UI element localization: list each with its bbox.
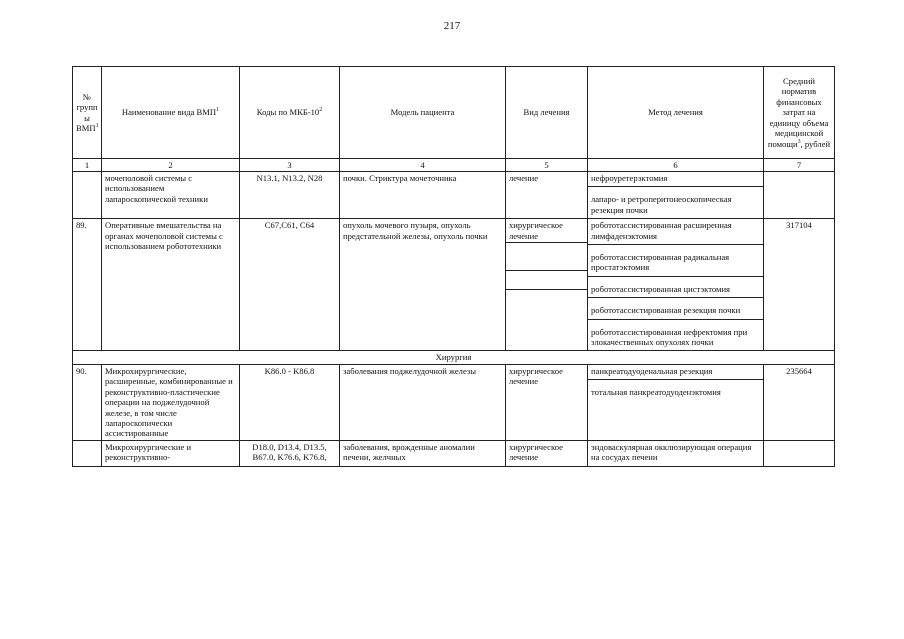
table-header-row [73,67,835,159]
method-item: робототассистированная расширенная лимфаденэктомия [588,219,763,245]
table-row [73,364,835,440]
table-row [73,219,835,351]
treatment-type-cell [506,219,588,351]
table-row [73,440,835,466]
icd-codes: N13.1, N13.2, N28 [240,172,340,219]
section-title: Хирургия [73,351,835,364]
method-item: робототассистированная радикальная простатэктомия [588,251,763,277]
method-item: эндоваскулярная окклюзирующая операция на сосудах печени [591,441,752,463]
treatment-methods [588,219,764,351]
column-number: 1 [73,159,102,172]
average-cost: 317104 [764,219,835,351]
group-number [73,172,102,219]
method-item: лапаро- и ретроперитонеоскопическая резекция почки [591,194,732,215]
treatment-type: хирургическое лечение [509,220,563,241]
column-number: 7 [764,159,835,172]
treatment-type: лечение [506,172,588,219]
vmp-name: Микрохирургические, расширенные, комбинированные и реконструктивно-пластические операции на поджелудочной железе, в том числе лапароскопически ассистированные [102,364,240,440]
method-item: робототассистированная цистэктомия [588,283,763,298]
header-icd-codes: Коды по МКБ-$10^2$ [240,67,340,159]
patient-model: заболевания поджелудочной железы [340,364,506,440]
treatment-methods [588,172,764,219]
table-row [73,172,835,219]
method-item: панкреатодуоденальная резекция [588,365,763,380]
vmp-name: мочеполовой системы с использованием лапароскопической техники [102,172,240,219]
header-group-number: № групп ы ВМП$^1$ [73,67,102,159]
patient-model: опухоль мочевого пузыря, опухоль предстательной железы, опухоль почки [340,219,506,351]
vmp-name: Оперативные вмешательства на органах мочеполовой системы с использованием робототехники [102,219,240,351]
icd-codes: D18.0, D13.4, D13.5, B67.0, K76.6, K76.8, [240,440,340,466]
column-number: 5 [506,159,588,172]
vmp-table [72,66,835,467]
section-row [73,351,835,364]
group-number: 89. [73,219,102,351]
page-number: 217 [443,20,461,32]
method-item: нефроуретерэктомия [588,172,763,187]
average-cost: 235664 [764,364,835,440]
method-item: тотальная панкреатодуоденэктомия [591,387,721,398]
treatment-type: хирургическое лечение [506,364,588,440]
header-average-cost: Средний норматив финансовых затрат на единицу объема медицинской помощи$^3$, рублей [764,67,835,159]
column-number-row [73,159,835,172]
column-number: 4 [340,159,506,172]
average-cost [764,440,835,466]
group-number: 90. [73,364,102,440]
patient-model: почки. Стриктура мочеточника [340,172,506,219]
type-divider-lines [506,242,587,290]
group-number [73,440,102,466]
average-cost [764,172,835,219]
treatment-methods [588,440,764,466]
method-item: робототассистированная нефректомия при злокачественных опухолях почки [591,326,748,348]
vmp-name: Микрохирургические и реконструктивно- [102,440,240,466]
treatment-type: хирургическое лечение [506,440,588,466]
header-vmp-name: Наименование вида ВМП$^1$ [102,67,240,159]
column-number: 2 [102,159,240,172]
icd-codes: C67,C61, C64 [240,219,340,351]
column-number: 6 [588,159,764,172]
patient-model: заболевания, врожденные аномалии печени, желчных [340,440,506,466]
treatment-methods [588,364,764,440]
icd-codes: K86.0 - K86.8 [240,364,340,440]
column-number: 3 [240,159,340,172]
header-patient-model: Модель пациента [340,67,506,159]
header-treatment-method: Метод лечения [588,67,764,159]
method-item: робототассистированная резекция почки [588,304,763,319]
header-treatment-type: Вид лечения [506,67,588,159]
